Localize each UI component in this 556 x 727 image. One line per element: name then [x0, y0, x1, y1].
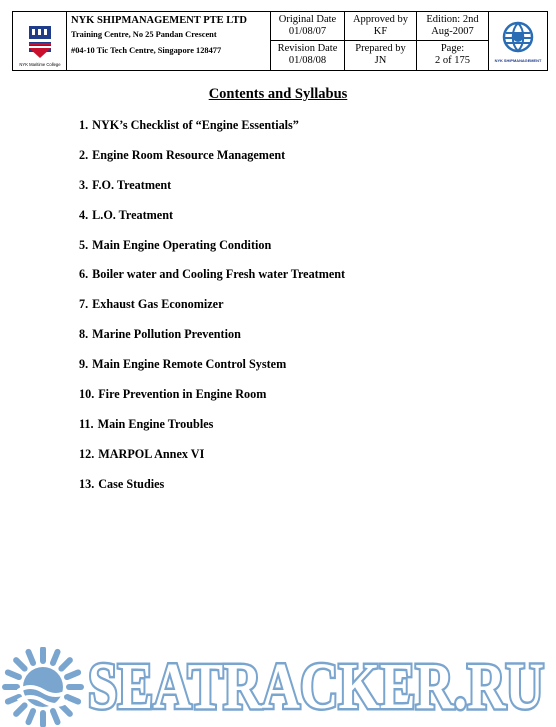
nyk-maritime-college-logo: [13, 12, 67, 70]
sun-ray: [61, 660, 69, 668]
contents-item: 10. Fire Prevention in Engine Room: [79, 387, 267, 402]
contents-item: 11. Main Engine Troubles: [79, 416, 214, 431]
edition-cell: Edition: 2nd Aug-2007: [417, 12, 489, 41]
sun-ray: [53, 652, 58, 663]
contents-item: 3. F.O. Treatment: [79, 177, 172, 192]
address-line-2: #04-10 Tic Tech Centre, Singapore 128477: [71, 46, 222, 55]
sun-ray: [8, 672, 19, 677]
address-line-1: Training Centre, No 25 Pandan Crescent: [71, 30, 217, 39]
original-date-cell: Original Date 01/08/07: [271, 12, 345, 41]
contents-item: 2. Engine Room Resource Management: [79, 147, 286, 162]
sun-ray: [28, 652, 33, 663]
watermark-text: SEATRACKER.RU: [88, 650, 544, 720]
sun-ray: [61, 705, 69, 713]
seatracker-watermark: [88, 650, 550, 720]
sun-wave-watermark-icon: [0, 647, 86, 727]
contents-item: 4. L.O. Treatment: [79, 207, 174, 222]
approved-by-cell: Approved by KF: [345, 12, 417, 41]
svg-text:NYK Maritime College: NYK Maritime College: [19, 62, 61, 67]
contents-item: 12. MARPOL Annex VI: [79, 446, 205, 461]
company-name: NYK SHIPMANAGEMENT PTE LTD: [71, 15, 247, 26]
company-address-block: [67, 12, 271, 70]
sun-ray: [28, 711, 33, 722]
document-control-grid: [271, 12, 489, 70]
contents-item: 9. Main Engine Remote Control System: [79, 357, 287, 372]
sun-ray: [16, 660, 24, 668]
nyk-shipmanagement-logo: [489, 12, 547, 70]
contents-list: [79, 117, 345, 506]
contents-item: 1. NYK’s Checklist of “Engine Essentials”: [79, 118, 299, 132]
sun-ray: [67, 697, 78, 702]
page-title: Contents and Syllabus: [208, 86, 348, 102]
contents-item: 5. Main Engine Operating Condition: [79, 237, 272, 252]
svg-text:NYK SHIPMANAGEMENT: NYK SHIPMANAGEMENT: [494, 58, 542, 63]
contents-item: 7. Exhaust Gas Economizer: [79, 297, 224, 312]
contents-item: 6. Boiler water and Cooling Fresh water Treatment: [79, 267, 346, 282]
revision-date-cell: Revision Date 01/08/08: [271, 41, 345, 70]
sun-ray: [16, 705, 24, 713]
sun-ray: [67, 672, 78, 677]
page-number-cell: Page: 2 of 175: [417, 41, 489, 70]
contents-item: 13. Case Studies: [79, 476, 165, 491]
contents-item: 8. Marine Pollution Prevention: [79, 327, 241, 342]
document-header: [12, 11, 548, 71]
sun-ray: [53, 711, 58, 722]
prepared-by-cell: Prepared by JN: [345, 41, 417, 70]
